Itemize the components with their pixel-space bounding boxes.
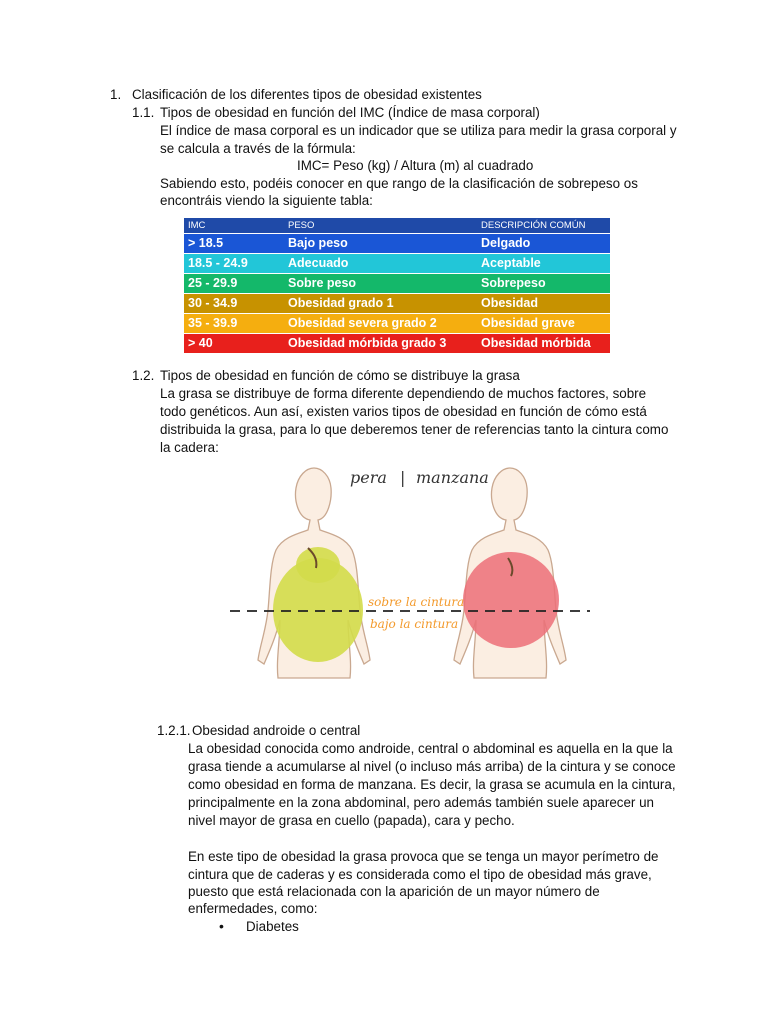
descripcion-cell: Obesidad mórbida	[481, 336, 591, 350]
peso-cell: Obesidad severa grado 2	[288, 316, 437, 330]
imc-table-row	[184, 294, 610, 313]
imc-header-imc: IMC	[188, 220, 206, 231]
bullet-diabetes: Diabetes	[246, 919, 299, 934]
section-1-1-title: Tipos de obesidad en función del IMC (Índice de masa corporal)	[160, 105, 540, 120]
imc-table-header	[184, 218, 610, 233]
androide-p2-line-3: puesto que está relacionada con la aparición de un mayor número de	[188, 884, 600, 899]
bullet-dot: •	[219, 918, 224, 934]
distribution-paragraph-line-4: la cadera:	[160, 440, 219, 455]
section-1-2-number: 1.2.	[132, 368, 155, 383]
imc-paragraph-line-1: El índice de masa corporal es un indicador que se utiliza para medir la grasa corporal y	[160, 123, 677, 138]
imc-cell: > 18.5	[188, 236, 224, 250]
section-1-title: Clasificación de los diferentes tipos de obesidad existentes	[132, 87, 482, 102]
peso-cell: Sobre peso	[288, 276, 357, 290]
descripcion-cell: Delgado	[481, 236, 531, 250]
imc-cell: 18.5 - 24.9	[188, 256, 248, 270]
androide-p1-line-4: principalmente en la zona abdominal, pero además también suele aparecer un	[188, 795, 654, 810]
pear-apple-body-figure	[228, 460, 592, 700]
androide-p2-line-4: enfermedades, como:	[188, 901, 318, 916]
imc-cell: 25 - 29.9	[188, 276, 238, 290]
imc-paragraph2-line-1: Sabiendo esto, podéis conocer en que rango de la clasificación de sobrepeso os	[160, 176, 638, 191]
peso-cell: Adecuado	[288, 256, 349, 270]
descripcion-cell: Obesidad grave	[481, 316, 575, 330]
imc-header-descripcion: DESCRIPCIÓN COMÚN	[481, 220, 586, 231]
figure-label-separator: |	[400, 468, 406, 487]
section-1-1-number: 1.1.	[132, 105, 155, 120]
imc-cell: 30 - 34.9	[188, 296, 238, 310]
pera-label: pera	[350, 468, 387, 487]
peso-cell: Bajo peso	[288, 236, 348, 250]
section-1-number: 1.	[110, 87, 122, 102]
imc-paragraph-line-2: se calcula a través de la fórmula:	[160, 141, 356, 156]
distribution-paragraph-line-3: distribuida la grasa, para lo que deberemos tener de referencias tanto la cintura como	[160, 422, 669, 437]
pear-fat-area-top	[296, 547, 340, 583]
distribution-paragraph-line-1: La grasa se distribuye de forma diferente dependiendo de muchos factores, sobre	[160, 386, 647, 401]
descripcion-cell: Aceptable	[481, 256, 541, 270]
peso-cell: Obesidad grado 1	[288, 296, 394, 310]
sobre-cintura-label: sobre la cintura	[368, 595, 465, 609]
androide-p2-line-2: cintura que de caderas y es considerada como el tipo de obesidad más grave,	[188, 867, 652, 882]
imc-cell: 35 - 39.9	[188, 316, 238, 330]
imc-table-row	[184, 314, 610, 333]
imc-cell: > 40	[188, 336, 213, 350]
imc-table-row	[184, 254, 610, 273]
imc-table-row	[184, 274, 610, 293]
distribution-paragraph-line-2: todo genéticos. Aun así, existen varios tipos de obesidad en función de cómo está	[160, 404, 647, 419]
descripcion-cell: Obesidad	[481, 296, 538, 310]
peso-cell: Obesidad mórbida grado 3	[288, 336, 447, 350]
androide-p2-line-1: En este tipo de obesidad la grasa provoca que se tenga un mayor perímetro de	[188, 849, 659, 864]
androide-p1-line-1: La obesidad conocida como androide, central o abdominal es aquella en la que la	[188, 741, 673, 756]
androide-p1-line-5: nivel mayor de grasa en cuello (papada), cara y pecho.	[188, 813, 515, 828]
section-1-2-title: Tipos de obesidad en función de cómo se distribuye la grasa	[160, 368, 520, 383]
imc-table-row	[184, 234, 610, 253]
imc-paragraph2-line-2: encontráis viendo la siguiente tabla:	[160, 193, 373, 208]
androide-p1-line-2: grasa tiende a acumularse al nivel (o incluso más arriba) de la cintura y se conoce	[188, 759, 676, 774]
imc-classification-table	[184, 218, 610, 354]
imc-header-peso: PESO	[288, 220, 315, 231]
manzana-label: manzana	[416, 468, 489, 487]
section-1-2-1-number: 1.2.1.	[157, 723, 191, 738]
bajo-cintura-label: bajo la cintura	[370, 617, 459, 631]
imc-table-row	[184, 334, 610, 353]
descripcion-cell: Sobrepeso	[481, 276, 546, 290]
section-1-2-1-title: Obesidad androide o central	[192, 723, 361, 738]
imc-formula: IMC= Peso (kg) / Altura (m) al cuadrado	[297, 158, 534, 173]
androide-p1-line-3: como obesidad en forma de manzana. Es decir, la grasa se acumula en la cintura,	[188, 777, 676, 792]
